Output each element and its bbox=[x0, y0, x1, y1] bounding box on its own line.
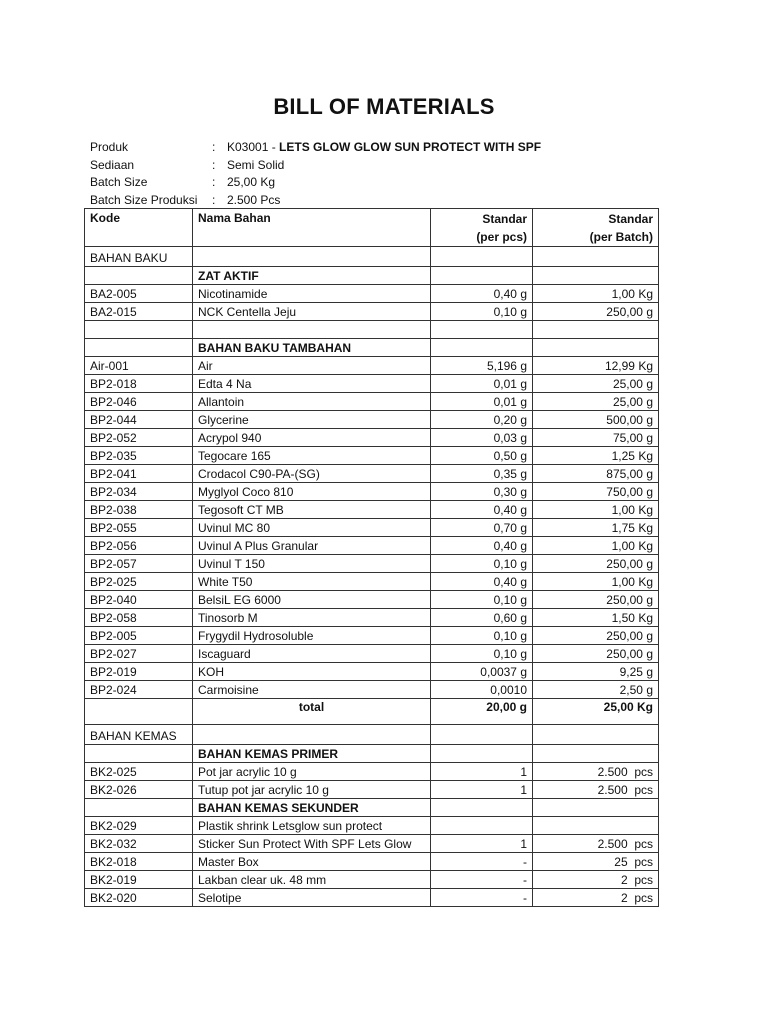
cell-standar-per-batch bbox=[533, 799, 659, 817]
table-row bbox=[85, 591, 659, 609]
cell-standar-per-batch: 250,00 g bbox=[533, 627, 659, 645]
table-row bbox=[85, 429, 659, 447]
cell-nama-bahan: Acrypol 940 bbox=[193, 429, 431, 447]
cell-standar-per-batch: 2 pcs bbox=[533, 889, 659, 907]
cell-nama-bahan: NCK Centella Jeju bbox=[193, 303, 431, 321]
cell-standar-per-batch bbox=[533, 321, 659, 339]
cell-nama-bahan: BAHAN KEMAS SEKUNDER bbox=[193, 799, 431, 817]
cell-nama-bahan: Tutup pot jar acrylic 10 g bbox=[193, 781, 431, 799]
cell-standar-per-batch: 25,00 g bbox=[533, 393, 659, 411]
cell-kode: BP2-041 bbox=[85, 465, 193, 483]
table-row bbox=[85, 357, 659, 375]
cell-nama-bahan: White T50 bbox=[193, 573, 431, 591]
cell-standar-per-batch bbox=[533, 745, 659, 763]
cell-standar-per-pcs: 1 bbox=[431, 835, 533, 853]
cell-standar-per-batch bbox=[533, 247, 659, 267]
cell-nama-bahan: Myglyol Coco 810 bbox=[193, 483, 431, 501]
table-row bbox=[85, 889, 659, 907]
cell-kode: BP2-025 bbox=[85, 573, 193, 591]
group-row bbox=[85, 799, 659, 817]
table-row bbox=[85, 763, 659, 781]
cell-standar-per-batch: 875,00 g bbox=[533, 465, 659, 483]
table-row bbox=[85, 817, 659, 835]
header-per-batch-label: (per Batch) bbox=[589, 230, 653, 244]
cell-standar-per-batch bbox=[533, 339, 659, 357]
group-row bbox=[85, 745, 659, 763]
cell-standar-per-batch: 250,00 g bbox=[533, 555, 659, 573]
cell-standar-per-batch: 25,00 Kg bbox=[533, 699, 659, 725]
cell-kode: BP2-019 bbox=[85, 663, 193, 681]
cell-kode: BP2-005 bbox=[85, 627, 193, 645]
cell-nama-bahan bbox=[193, 247, 431, 267]
meta-row-sediaan bbox=[90, 157, 541, 175]
cell-nama-bahan: Nicotinamide bbox=[193, 285, 431, 303]
cell-nama-bahan: Edta 4 Na bbox=[193, 375, 431, 393]
cell-nama-bahan bbox=[193, 725, 431, 745]
table-row bbox=[85, 609, 659, 627]
cell-nama-bahan: Tinosorb M bbox=[193, 609, 431, 627]
cell-standar-per-batch bbox=[533, 817, 659, 835]
meta-label: Produk bbox=[90, 140, 129, 154]
cell-nama-bahan: Tegosoft CT MB bbox=[193, 501, 431, 519]
cell-nama-bahan: Master Box bbox=[193, 853, 431, 871]
cell-standar-per-batch: 750,00 g bbox=[533, 483, 659, 501]
cell-standar-per-pcs bbox=[431, 247, 533, 267]
header-nama-bahan: Nama Bahan bbox=[193, 209, 431, 247]
table-row bbox=[85, 573, 659, 591]
cell-standar-per-batch: 250,00 g bbox=[533, 303, 659, 321]
meta-row-produk bbox=[90, 139, 541, 157]
table-row bbox=[85, 375, 659, 393]
cell-nama-bahan: Air bbox=[193, 357, 431, 375]
cell-nama-bahan: Glycerine bbox=[193, 411, 431, 429]
cell-standar-per-pcs: 0,35 g bbox=[431, 465, 533, 483]
table-row bbox=[85, 555, 659, 573]
cell-nama-bahan: BAHAN KEMAS PRIMER bbox=[193, 745, 431, 763]
cell-standar-per-pcs: 0,10 g bbox=[431, 555, 533, 573]
table-row bbox=[85, 663, 659, 681]
cell-standar-per-pcs: - bbox=[431, 853, 533, 871]
table-row bbox=[85, 835, 659, 853]
cell-standar-per-pcs bbox=[431, 725, 533, 745]
cell-kode: BAHAN BAKU bbox=[85, 247, 193, 267]
table-row bbox=[85, 285, 659, 303]
meta-label: Batch Size bbox=[90, 175, 148, 189]
cell-kode: BA2-005 bbox=[85, 285, 193, 303]
meta-value bbox=[227, 139, 541, 157]
cell-standar-per-batch: 25 pcs bbox=[533, 853, 659, 871]
meta-colon: : bbox=[212, 157, 216, 172]
header-standar-per-pcs bbox=[431, 209, 533, 247]
cell-standar-per-pcs: 20,00 g bbox=[431, 699, 533, 725]
total-row bbox=[85, 699, 659, 725]
cell-kode: BP2-046 bbox=[85, 393, 193, 411]
cell-standar-per-batch: 9,25 g bbox=[533, 663, 659, 681]
cell-standar-per-batch: 75,00 g bbox=[533, 429, 659, 447]
meta-colon: : bbox=[212, 175, 216, 189]
header-per-pcs-label: (per pcs) bbox=[476, 230, 527, 244]
meta-value-product-name: LETS GLOW GLOW SUN PROTECT WITH SPF bbox=[279, 140, 542, 154]
cell-kode: BK2-019 bbox=[85, 871, 193, 889]
cell-kode: BK2-026 bbox=[85, 781, 193, 799]
cell-nama-bahan: Pot jar acrylic 10 g bbox=[193, 763, 431, 781]
cell-standar-per-pcs: 0,10 g bbox=[431, 303, 533, 321]
cell-nama-bahan: KOH bbox=[193, 663, 431, 681]
header-standar-label: Standar bbox=[482, 212, 527, 226]
cell-standar-per-pcs: - bbox=[431, 889, 533, 907]
table-row bbox=[85, 303, 659, 321]
cell-standar-per-batch bbox=[533, 267, 659, 285]
cell-nama-bahan: ZAT AKTIF bbox=[193, 267, 431, 285]
cell-nama-bahan: Iscaguard bbox=[193, 645, 431, 663]
section-row bbox=[85, 725, 659, 745]
cell-standar-per-pcs: 0,0010 bbox=[431, 681, 533, 699]
meta-value: 2.500 Pcs bbox=[227, 192, 281, 207]
meta-colon: : bbox=[212, 192, 216, 207]
table-row bbox=[85, 321, 659, 339]
meta-value: Semi Solid bbox=[227, 157, 285, 172]
cell-kode: BK2-025 bbox=[85, 763, 193, 781]
cell-standar-per-pcs: 0,10 g bbox=[431, 627, 533, 645]
cell-kode: BA2-015 bbox=[85, 303, 193, 321]
cell-kode: BP2-035 bbox=[85, 447, 193, 465]
table-row bbox=[85, 519, 659, 537]
cell-kode: BP2-052 bbox=[85, 429, 193, 447]
cell-kode bbox=[85, 799, 193, 817]
cell-nama-bahan: Crodacol C90-PA-(SG) bbox=[193, 465, 431, 483]
table-row bbox=[85, 853, 659, 871]
cell-nama-bahan bbox=[193, 321, 431, 339]
bom-table-body bbox=[85, 247, 659, 907]
cell-standar-per-batch: 1,25 Kg bbox=[533, 447, 659, 465]
cell-standar-per-pcs: 0,40 g bbox=[431, 285, 533, 303]
cell-nama-bahan: Allantoin bbox=[193, 393, 431, 411]
cell-nama-bahan: Plastik shrink Letsglow sun protect bbox=[193, 817, 431, 835]
cell-standar-per-pcs bbox=[431, 745, 533, 763]
cell-standar-per-batch: 25,00 g bbox=[533, 375, 659, 393]
group-row bbox=[85, 267, 659, 285]
cell-standar-per-pcs: 0,40 g bbox=[431, 537, 533, 555]
section-row bbox=[85, 247, 659, 267]
cell-kode bbox=[85, 745, 193, 763]
cell-standar-per-pcs: 1 bbox=[431, 781, 533, 799]
cell-standar-per-batch: 250,00 g bbox=[533, 591, 659, 609]
cell-nama-bahan: Lakban clear uk. 48 mm bbox=[193, 871, 431, 889]
table-row bbox=[85, 537, 659, 555]
cell-kode: BP2-040 bbox=[85, 591, 193, 609]
cell-kode: BP2-058 bbox=[85, 609, 193, 627]
cell-kode: BP2-057 bbox=[85, 555, 193, 573]
cell-nama-bahan: Selotipe bbox=[193, 889, 431, 907]
table-row bbox=[85, 501, 659, 519]
cell-standar-per-batch: 500,00 g bbox=[533, 411, 659, 429]
header-kode: Kode bbox=[85, 209, 193, 247]
cell-standar-per-pcs bbox=[431, 799, 533, 817]
cell-standar-per-batch: 1,00 Kg bbox=[533, 573, 659, 591]
cell-standar-per-pcs: 0,40 g bbox=[431, 573, 533, 591]
cell-standar-per-pcs: 0,01 g bbox=[431, 375, 533, 393]
cell-standar-per-batch: 2.500 pcs bbox=[533, 781, 659, 799]
cell-standar-per-pcs: 1 bbox=[431, 763, 533, 781]
cell-standar-per-batch: 1,00 Kg bbox=[533, 537, 659, 555]
table-row bbox=[85, 465, 659, 483]
meta-value: 25,00 Kg bbox=[227, 175, 276, 189]
cell-kode: BP2-056 bbox=[85, 537, 193, 555]
table-row bbox=[85, 447, 659, 465]
cell-standar-per-pcs: 0,03 g bbox=[431, 429, 533, 447]
header-standar-label: Standar bbox=[608, 212, 653, 226]
meta-row-batch-size bbox=[90, 174, 541, 192]
cell-standar-per-pcs: 0,70 g bbox=[431, 519, 533, 537]
cell-kode bbox=[85, 267, 193, 285]
cell-standar-per-batch: 2 pcs bbox=[533, 871, 659, 889]
cell-kode bbox=[85, 321, 193, 339]
table-row bbox=[85, 645, 659, 663]
cell-kode: BK2-018 bbox=[85, 853, 193, 871]
cell-kode: BP2-044 bbox=[85, 411, 193, 429]
table-header-row bbox=[85, 209, 659, 247]
cell-nama-bahan: Carmoisine bbox=[193, 681, 431, 699]
cell-kode: BK2-032 bbox=[85, 835, 193, 853]
cell-kode bbox=[85, 699, 193, 725]
cell-standar-per-pcs bbox=[431, 321, 533, 339]
table-row bbox=[85, 681, 659, 699]
header-standar-per-batch bbox=[533, 209, 659, 247]
cell-nama-bahan: BelsiL EG 6000 bbox=[193, 591, 431, 609]
cell-standar-per-batch: 2,50 g bbox=[533, 681, 659, 699]
table-row bbox=[85, 411, 659, 429]
meta-value-prefix: K03001 - bbox=[227, 140, 280, 154]
cell-standar-per-pcs: 5,196 g bbox=[431, 357, 533, 375]
table-row bbox=[85, 393, 659, 411]
cell-kode: BP2-034 bbox=[85, 483, 193, 501]
cell-standar-per-batch: 1,00 Kg bbox=[533, 285, 659, 303]
cell-kode: Air-001 bbox=[85, 357, 193, 375]
cell-standar-per-pcs: 0,20 g bbox=[431, 411, 533, 429]
meta-label: Batch Size Produksi bbox=[90, 192, 198, 207]
cell-nama-bahan: Sticker Sun Protect With SPF Lets Glow bbox=[193, 835, 431, 853]
table-row bbox=[85, 871, 659, 889]
cell-standar-per-pcs: 0,30 g bbox=[431, 483, 533, 501]
cell-standar-per-batch: 1,50 Kg bbox=[533, 609, 659, 627]
cell-nama-bahan: Uvinul A Plus Granular bbox=[193, 537, 431, 555]
group-row bbox=[85, 339, 659, 357]
document-title: BILL OF MATERIALS bbox=[273, 94, 495, 119]
cell-nama-bahan: Uvinul T 150 bbox=[193, 555, 431, 573]
cell-standar-per-pcs bbox=[431, 817, 533, 835]
cell-kode: BP2-038 bbox=[85, 501, 193, 519]
cell-kode: BP2-055 bbox=[85, 519, 193, 537]
cell-standar-per-pcs: 0,10 g bbox=[431, 645, 533, 663]
cell-kode: BK2-029 bbox=[85, 817, 193, 835]
meta-row-batch-size-produksi bbox=[90, 192, 541, 210]
meta-colon: : bbox=[212, 140, 216, 154]
cell-standar-per-pcs: 0,60 g bbox=[431, 609, 533, 627]
cell-standar-per-pcs: 0,01 g bbox=[431, 393, 533, 411]
bom-table bbox=[84, 208, 659, 907]
cell-standar-per-pcs: 0,10 g bbox=[431, 591, 533, 609]
cell-standar-per-pcs: 0,40 g bbox=[431, 501, 533, 519]
cell-standar-per-pcs bbox=[431, 267, 533, 285]
cell-standar-per-batch: 2.500 pcs bbox=[533, 763, 659, 781]
cell-kode bbox=[85, 339, 193, 357]
cell-kode: BAHAN KEMAS bbox=[85, 725, 193, 745]
cell-standar-per-batch: 1,75 Kg bbox=[533, 519, 659, 537]
cell-nama-bahan: Frygydil Hydrosoluble bbox=[193, 627, 431, 645]
cell-standar-per-pcs: 0,50 g bbox=[431, 447, 533, 465]
cell-nama-bahan: BAHAN BAKU TAMBAHAN bbox=[193, 339, 431, 357]
cell-standar-per-batch: 1,00 Kg bbox=[533, 501, 659, 519]
product-info bbox=[90, 139, 541, 209]
table-row bbox=[85, 627, 659, 645]
cell-nama-bahan: Tegocare 165 bbox=[193, 447, 431, 465]
table-row bbox=[85, 483, 659, 501]
meta-label: Sediaan bbox=[90, 157, 135, 172]
cell-kode: BP2-027 bbox=[85, 645, 193, 663]
cell-kode: BK2-020 bbox=[85, 889, 193, 907]
table-row bbox=[85, 781, 659, 799]
cell-kode: BP2-018 bbox=[85, 375, 193, 393]
cell-standar-per-pcs: 0,0037 g bbox=[431, 663, 533, 681]
cell-nama-bahan: total bbox=[193, 699, 431, 725]
cell-standar-per-batch: 2.500 pcs bbox=[533, 835, 659, 853]
cell-standar-per-pcs bbox=[431, 339, 533, 357]
cell-standar-per-batch: 250,00 g bbox=[533, 645, 659, 663]
cell-nama-bahan: Uvinul MC 80 bbox=[193, 519, 431, 537]
cell-standar-per-pcs: - bbox=[431, 871, 533, 889]
cell-kode: BP2-024 bbox=[85, 681, 193, 699]
cell-standar-per-batch bbox=[533, 725, 659, 745]
cell-standar-per-batch: 12,99 Kg bbox=[533, 357, 659, 375]
